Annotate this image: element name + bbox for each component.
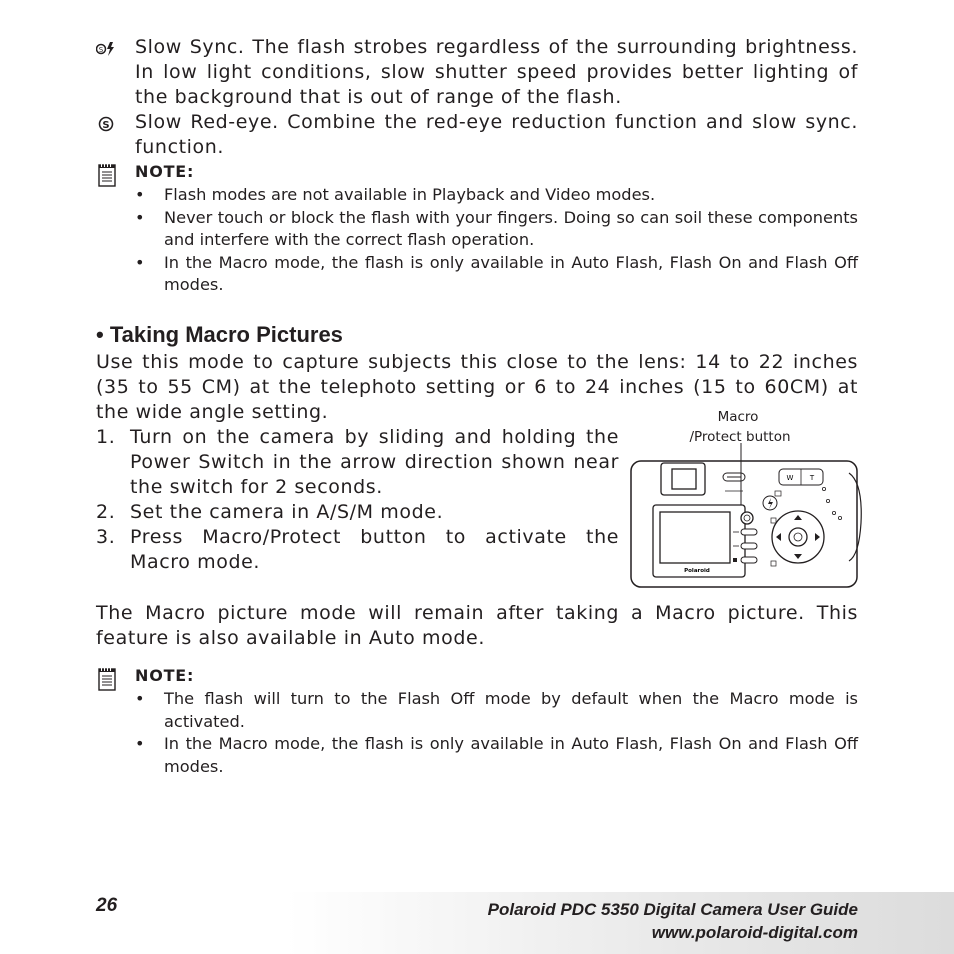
step-item: [96, 525, 619, 575]
note-item-text: The flash will turn to the Flash Off mode by default when the Macro mode is activated.: [164, 689, 858, 731]
slow-red-eye-icon: [96, 116, 116, 136]
bullet: •: [135, 252, 145, 272]
note-item: [135, 207, 858, 252]
note-item: [135, 252, 858, 297]
slow-sync-icon: [96, 41, 116, 61]
camera-back-illustration: [627, 443, 867, 597]
note-icon: [98, 667, 116, 689]
camera-brand: Polaroid: [684, 568, 710, 574]
note-item-text: In the Macro mode, the flash is only available in Auto Flash, Flash On and Flash Off modes.: [164, 734, 858, 776]
svg-text:S: S: [98, 46, 104, 54]
footer-url: www.polaroid-digital.com: [651, 923, 858, 942]
callout-line-2: /Protect button: [689, 429, 791, 445]
note-icon: [98, 163, 116, 185]
step-text: Press Macro/Protect button to activate the Macro mode.: [130, 526, 619, 573]
section-title: • Taking Macro Pictures: [96, 322, 343, 347]
step-item: [96, 425, 619, 500]
step-item: [96, 500, 619, 525]
bullet: •: [135, 689, 145, 708]
callout-label: [650, 407, 830, 447]
note-item: [135, 688, 858, 733]
flash-mode-slow-sync: [96, 35, 858, 110]
section-intro: Use this mode to capture subjects this close to the lens: 14 to 22 inches (35 to 55 CM) at the telephoto setting or 6 to 24 inches (15 to 60CM) at the wide angle setting.: [96, 351, 858, 423]
page-number: 26: [96, 895, 118, 916]
macro-persist-text: The Macro picture mode will remain after taking a Macro picture. This feature is also available in Auto mode.: [96, 602, 858, 649]
callout-line-1: Macro: [717, 409, 759, 425]
footer-title: Polaroid PDC 5350 Digital Camera User Guide: [487, 900, 858, 919]
note-item: [135, 184, 858, 207]
step-number: 1.: [96, 426, 116, 448]
flash-mode-text: Slow Red-eye. Combine the red-eye reduction function and slow sync. function.: [135, 111, 858, 158]
zoom-w-label: W: [786, 474, 794, 482]
note-label: NOTE:: [135, 666, 195, 685]
step-text: Set the camera in A/S/M mode.: [130, 501, 444, 523]
flash-mode-slow-red-eye: [96, 110, 858, 160]
step-number: 3.: [96, 526, 116, 548]
bullet: •: [135, 185, 145, 204]
note-item-text: In the Macro mode, the flash is only available in Auto Flash, Flash On and Flash Off modes.: [164, 252, 858, 294]
bullet: •: [135, 734, 145, 753]
note-list: [135, 688, 858, 778]
note-item-text: Never touch or block the flash with your fingers. Doing so can soil these components and interfere with the correct flash operation.: [164, 207, 858, 249]
flash-mode-text: Slow Sync. The flash strobes regardless of the surrounding brightness. In low light conditions, slow shutter speed provides better lighting of the background that is out of range of the flash.: [135, 36, 858, 108]
step-number: 2.: [96, 501, 116, 523]
step-text: Turn on the camera by sliding and holding the Power Switch in the arrow direction shown near the switch for 2 seconds.: [130, 426, 619, 498]
note-item-text: Flash modes are not available in Playback and Video modes.: [164, 185, 656, 204]
zoom-t-label: T: [809, 474, 815, 482]
note-list: [135, 184, 858, 297]
bullet: •: [135, 207, 145, 227]
svg-text:S: S: [102, 120, 110, 131]
steps-list: [96, 425, 619, 575]
note-label: NOTE:: [135, 162, 195, 181]
note-item: [135, 733, 858, 778]
